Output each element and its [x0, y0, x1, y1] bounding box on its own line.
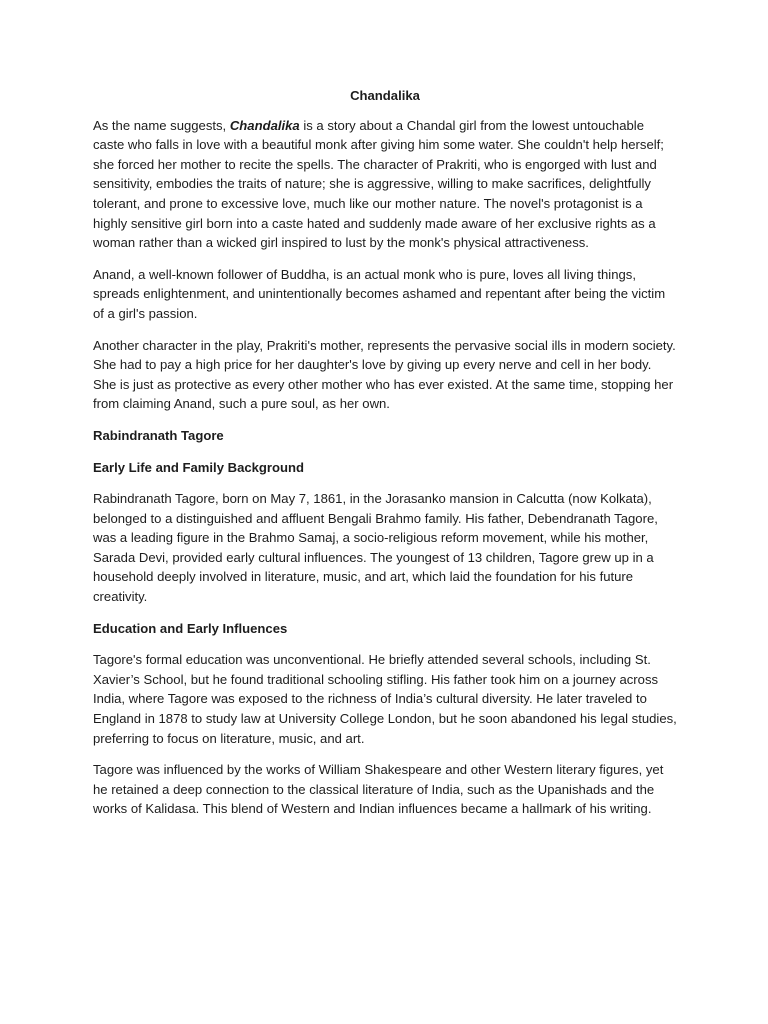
paragraph-chandalika-intro [93, 116, 677, 253]
paragraph-mother: Another character in the play, Prakriti's mother, represents the pervasive social ills in modern society. She had to pay a high price for her daughter's love by giving up every nerve and cell in her body. She is just as protective as every other mother who has ever existed. At the same time, stopping her from claiming Anand, such a pure soul, as her own. [93, 337, 676, 412]
intro-title-emphasis: Chandalika [229, 117, 300, 133]
paragraph-early-life: Rabindranath Tagore, born on May 7, 1861, in the Jorasanko mansion in Calcutta (now Kolkata), belonged to a distinguished and affluent Bengali Brahmo family. His father, Debendranath Tagore, was a leading figure in the Brahmo Samaj, a socio-religious reform movement, while his mother, Sarada Devi, provided early cultural influences. The youngest of 13 children, Tagore grew up in a household deeply involved in literature, music, and art, which laid the foundation for his future creativity. [93, 491, 658, 605]
document-page [93, 86, 677, 831]
intro-lead: As the name suggests, [93, 117, 230, 133]
paragraph-education: Tagore's formal education was unconventional. He briefly attended several schools, including St. Xavier’s School, but he found traditional schooling stifling. His father took him on a journey across India, where Tagore was exposed to the richness of India’s cultural diversity. He later traveled to England in 1878 to study law at University College London, but he soon abandoned his legal studies, preferring to focus on literature, music, and art. [93, 652, 677, 746]
heading-rabindranath-tagore: Rabindranath Tagore [93, 427, 224, 443]
heading-education: Education and Early Influences [93, 620, 288, 636]
paragraph-influences: Tagore was influenced by the works of William Shakespeare and other Western literary figures, yet he retained a deep connection to the classical literature of India, such as the Upanishads and the works of Kalidasa. This blend of Western and Indian influences became a hallmark of his writing. [93, 762, 664, 817]
document-title: Chandalika [350, 88, 420, 103]
heading-early-life: Early Life and Family Background [93, 459, 305, 475]
paragraph-anand: Anand, a well-known follower of Buddha, is an actual monk who is pure, loves all living things, spreads enlightenment, and unintentionally becomes ashamed and repentant after being the victim of a girl's passion. [93, 266, 666, 321]
intro-rest: is a story about a Chandal girl from the lowest untouchable caste who falls in love with a beautiful monk after giving him some water. She couldn't help herself; she forced her mother to recite the spells. The character of Prakriti, who is engorged with lust and sensitivity, embodies the traits of nature; she is aggressive, willing to make sacrifices, delightfully tolerant, and prone to excessive love, much like our mother nature. The novel's protagonist is a highly sensitive girl born into a caste hated and suddenly made aware of her exclusive rights as a woman rather than a wicked girl inspired to lust by the monk's physical attractiveness. [93, 117, 664, 251]
